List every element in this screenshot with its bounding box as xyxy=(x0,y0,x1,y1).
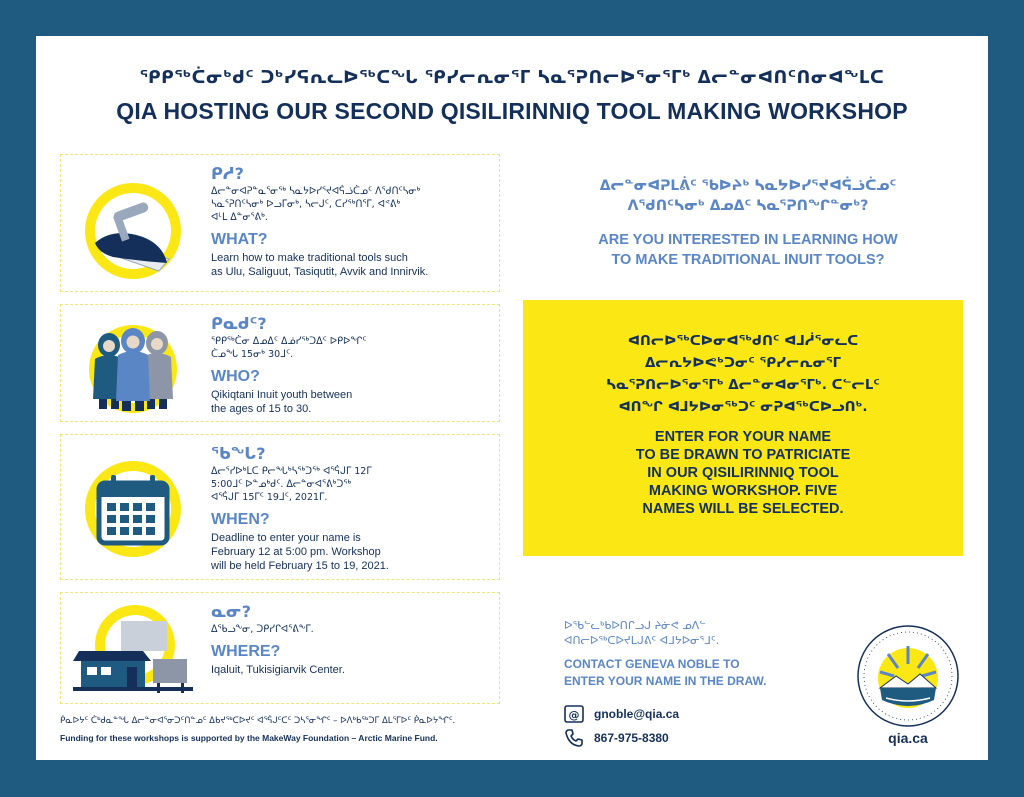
what-answer-syllabic: ᐃᓕᓐᓂᐊᕈᓐᓇᕐᓂᖅ ᓴᓇᔭᐅᓯᕐᔪᐊᕌᓘᑖᓄᑦ ᐱᖁᑎᑦᓴᓂᒃ ᓴᓇᕐᕈᑎᑦᓴᓂᒃ ᐅᓗᒥᓂᒃ, ᓴᓕᒍᑦ, ᑕᓯᖅᑎᕐᒥ, ᐊᕝᕕᒃ ᐊᒻᒪ ᐃᓐᓂᕐᕕᒃ. xyxy=(211,186,421,223)
contact-syllabic: ᐅᖃᓪᓚᒃᑲᐅᑎᒋᓗᒍ ᔨᓃᕙ ᓄᐱᓪ ᐊᑎᓕᐅᖅᑕᐅᔪᒪᒍᕕᑦ ᐊᒧᔭᐅᓂᕐᒧᑦ. xyxy=(564,619,720,647)
email-row[interactable] xyxy=(564,704,679,724)
where-answer-syllabic: ᐃᖃᓗᖕᓂ, ᑐᑭᓯᒋᐊᕐᕕᖕᒥ. xyxy=(211,624,314,635)
who-answer: Qikiqtani Inuit youth between the ages of 15 to 30. xyxy=(211,389,353,415)
entry-callout-syllabic: ᐊᑎᓕᐅᖅᑕᐅᓂᐊᖅᑯᑎᑦ ᐊᒧᓲᕐᓂᓚᑕ ᐃᓕᕆᔭᐅᕙᒃᑐᓂᑦ ᕿᓯᓕᕆᓂᕐᒥ ᓴᓇᕐᕈᑎᓕᐅᕐᓂᕐᒥᒃ ᐃᓕᓐᓂᐊᓂᕐᒥᒃ. ᑕᓪᓕᒪᑦ ᐊᑎᖏ ᐊᒧᔭᐅᓂᖅᑐᑦ ᓂᕈᐊᖅᑕᐅᓗᑎᒃ. xyxy=(606,333,880,415)
funding-note: Funding for these workshops is supported by the MakeWay Foundation – Arctic Marine Fund. xyxy=(60,733,438,743)
where-card xyxy=(60,592,500,704)
when-answer-syllabic: ᐃᓕᕐᓯᐅᒃᒪᑕ ᑭᓕᖓᒃᓴᖅᑐᖅ ᐊᕐᕌᒍᒥ 12ᒥ 5:00ᒧᑦ ᐅᓐᓄᒃᑯᑦ. ᐃᓕᓐᓂᐊᕐᕕᒃᑐᖅ ᐊᕐᕌᒍᒥ 15ᒥᑦ 19ᒧᑦ, 2021ᒥ. xyxy=(211,466,372,503)
what-question-syllabic: ᑭᓱ? xyxy=(211,164,244,183)
contact-instructions: CONTACT GENEVA NOBLE TO ENTER YOUR NAME IN THE DRAW. xyxy=(564,657,767,688)
what-answer: Learn how to make traditional tools such as Ulu, Saliguut, Tasiqutit, Avvik and Innirvik. xyxy=(211,252,429,278)
phone-number[interactable]: 867-975-8380 xyxy=(594,731,669,745)
youth-group-icon xyxy=(73,317,193,417)
interest-question-syllabic: ᐃᓕᓐᓂᐊᕈᒪᕖᑦ ᖃᐅᔨᒃ ᓴᓇᔭᐅᓯᕐᔪᐊᕌᓘᑖᓄᑦ ᐱᖁᑎᑦᓴᓂᒃ ᐃᓄᐃᑦ ᓴᓇᕐᕈᑎᖏᓐᓂᒃ? xyxy=(599,178,897,214)
calendar-icon xyxy=(73,447,193,567)
interest-question: ARE YOU INTERESTED IN LEARNING HOW TO MAKE TRADITIONAL INUIT TOOLS? xyxy=(598,232,898,268)
phone-icon xyxy=(564,728,584,748)
what-card xyxy=(60,154,500,292)
entry-callout-text: ENTER FOR YOUR NAME TO BE DRAWN TO PATRICIATE IN OUR QISILIRINNIQ TOOL MAKING WORKSHOP. FIVE NAMES WILL BE SELECTED. xyxy=(635,429,851,517)
svg-text:@: @ xyxy=(568,708,580,722)
page-title: QIA HOSTING OUR SECOND QISILIRINNIQ TOOL MAKING WORKSHOP xyxy=(116,98,908,124)
qia-logo-icon xyxy=(856,624,960,728)
who-text xyxy=(211,315,489,416)
what-text xyxy=(211,165,489,279)
poster xyxy=(36,36,988,760)
where-heading: WHERE? xyxy=(211,643,281,660)
website-link[interactable]: qia.ca xyxy=(888,730,928,746)
ulu-tool-icon xyxy=(73,167,193,287)
when-card xyxy=(60,434,500,580)
who-card xyxy=(60,304,500,422)
when-answer: Deadline to enter your name is February 12 at 5:00 pm. Workshop will be held February 15 to 19, 2021. xyxy=(211,532,389,572)
where-question-syllabic: ᓇᓂ? xyxy=(211,602,251,621)
phone-row[interactable] xyxy=(564,728,669,748)
title-syllabic: ᕿᑭᖅᑖᓂᒃᑯᑦ ᑐᒃᓯᕋᕆᓚᐅᖅᑕᖓ ᕿᓯᓕᕆᓂᕐᒥ ᓴᓇᕐᕈᑎᓕᐅᕐᓂᕐᒥᒃ ᐃᓕᓐᓂᐊᑎᑦᑎᓂᐊᖕᒪᑕ xyxy=(139,68,885,88)
when-question-syllabic: ᖃᖓ? xyxy=(211,444,266,463)
who-heading: WHO? xyxy=(211,368,260,385)
where-text xyxy=(211,603,489,677)
who-answer-syllabic: ᕿᑭᖅᑖᓂ ᐃᓄᐃᑦ ᐃᓅᓯᖅᑐᐃᑦ ᐅᑭᐅᖏᑦ ᑖᓄᖓ 15ᓂᒃ 30ᒧᑦ. xyxy=(211,336,367,360)
what-heading: WHAT? xyxy=(211,231,268,248)
who-question-syllabic: ᑭᓇᑯᑦ? xyxy=(211,314,267,333)
when-text xyxy=(211,445,489,573)
when-heading: WHEN? xyxy=(211,511,270,528)
building-icon xyxy=(73,601,193,697)
entry-callout xyxy=(523,300,963,556)
funding-note-syllabic: ᑮᓇᐅᔭᑦ ᑖᒃᑯᓇᓐᖓ ᐃᓕᓐᓂᐊᕐᓂᑐᑦᑎᓐᓄᑦ ᐃᑲᔪᖅᑕᐅᔪᑦ ᐊᕐᕌᒍᑦᑕᑦ ᑐᓴᕐᓂᖏᑦ – ᐅᐱᒃᑲᖅᑐᒥ ᐃᒪᕐᒥᐅᑦ ᑮᓇᐅᔭᖏᑦ. xyxy=(60,716,456,726)
where-answer: Iqaluit, Tukisigiarvik Center. xyxy=(211,664,345,676)
email-icon xyxy=(564,704,584,724)
email-link[interactable]: gnoble@qia.ca xyxy=(594,707,680,721)
